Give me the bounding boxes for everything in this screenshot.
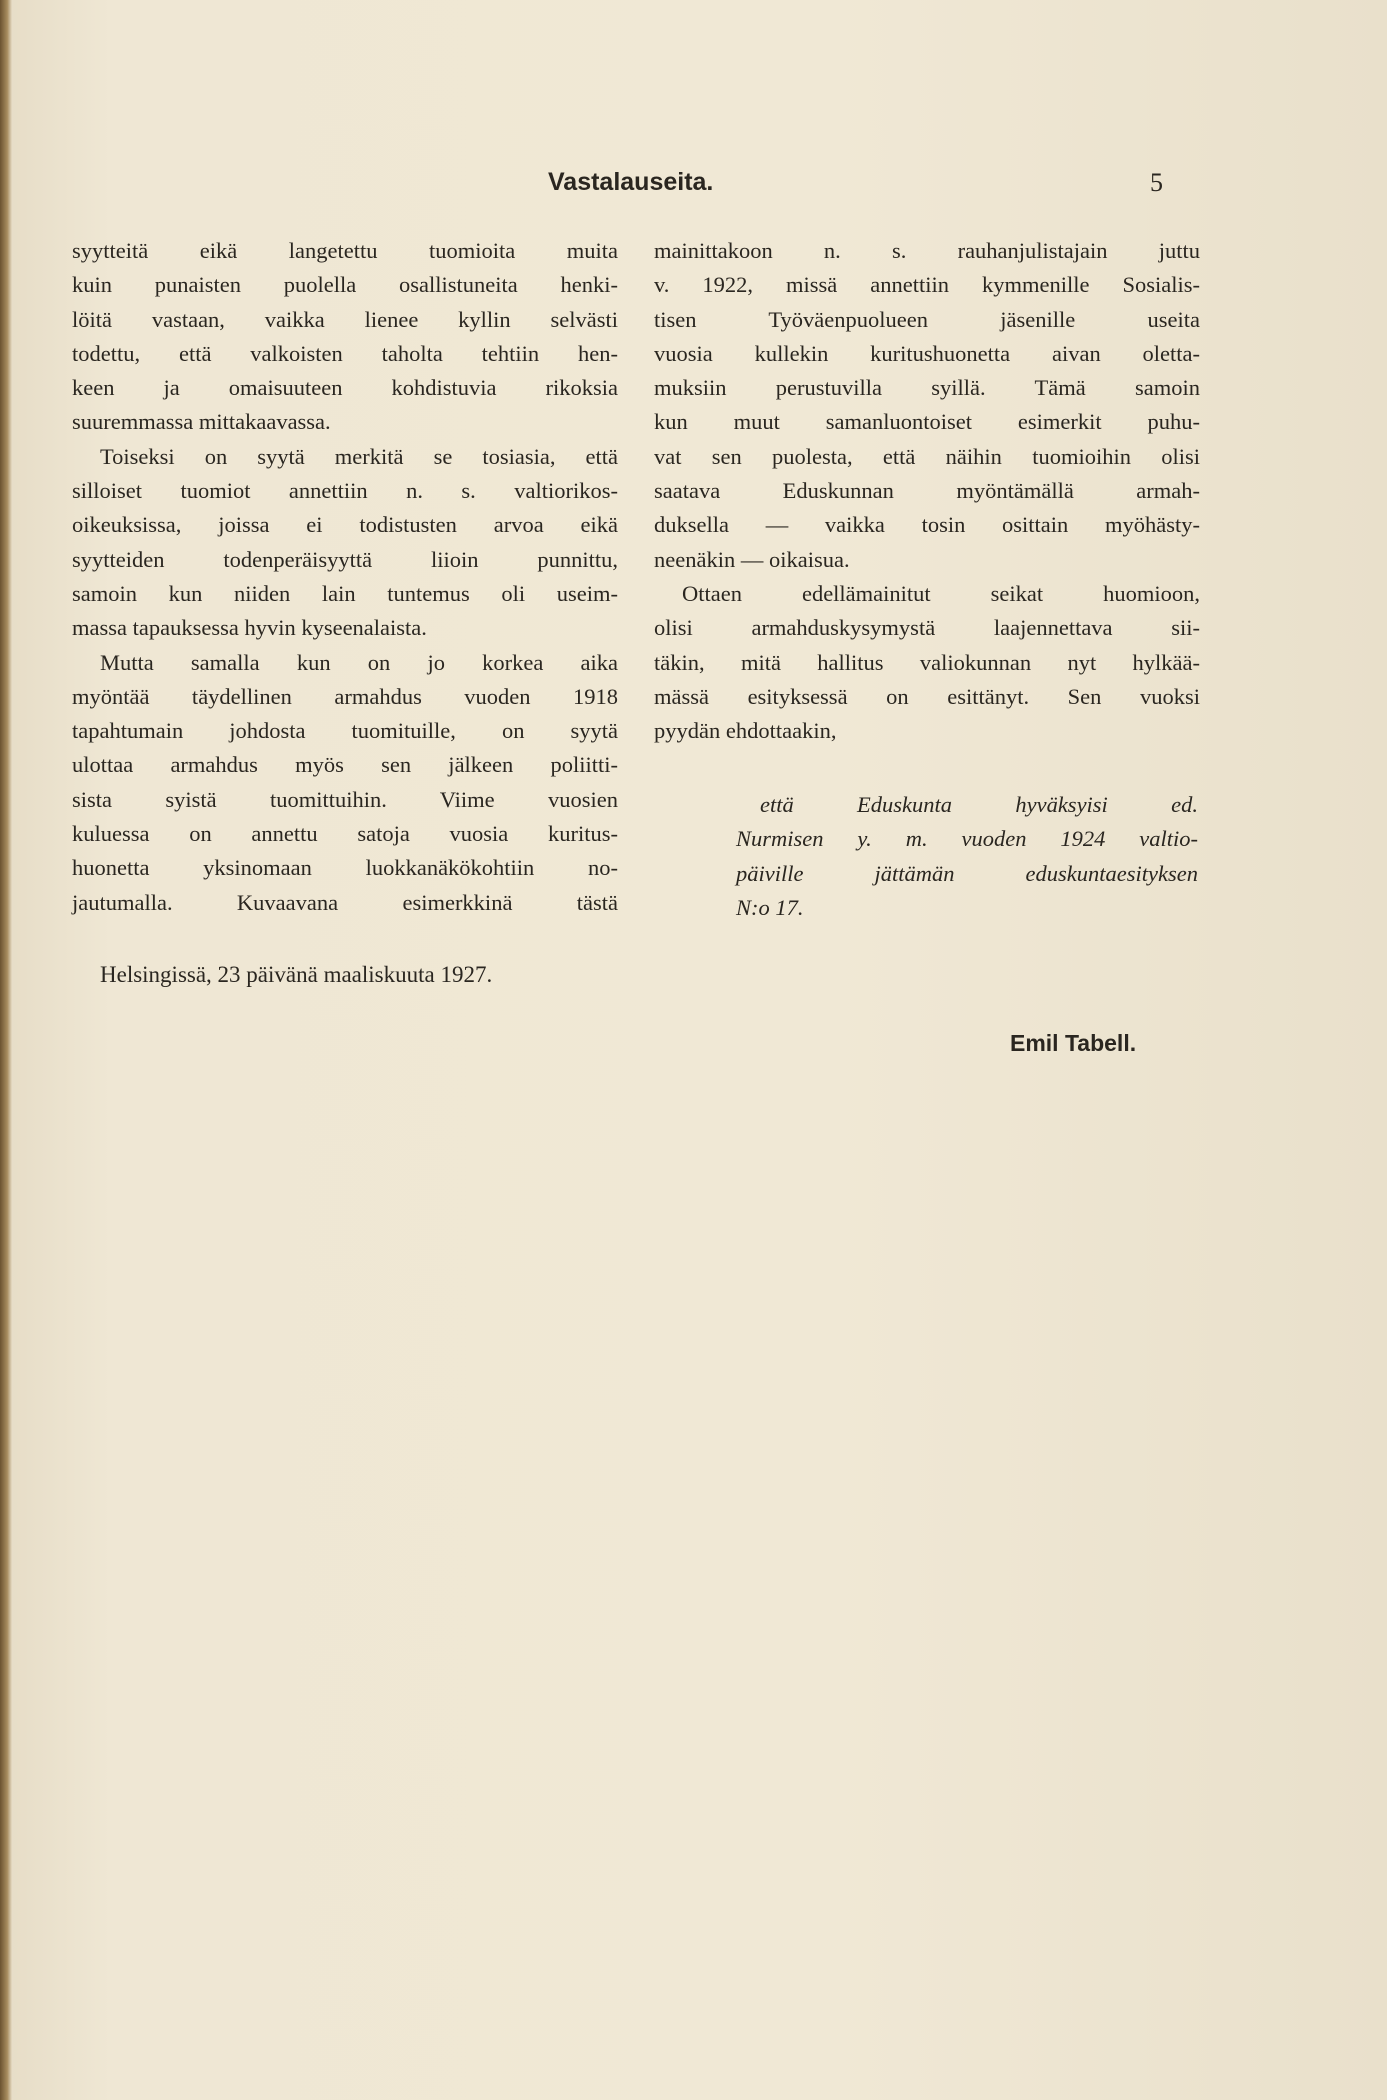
text-line: mässä esityksessä on esittänyt. Sen vuoksi	[654, 683, 1200, 709]
text-line: Mutta samalla kun on jo korkea aika	[100, 649, 618, 675]
text-line: neenäkin — oikaisua.	[654, 546, 850, 572]
text-line: kun muut samanluontoiset esimerkit puhu-	[654, 409, 1200, 435]
page-binding-edge	[0, 0, 12, 2100]
place-and-date: Helsingissä, 23 päivänä maaliskuuta 1927.	[100, 962, 493, 987]
text-line: tapahtumain johdosta tuomituille, on syytä	[72, 718, 618, 744]
text-line: massa tapauksessa hyvin kyseenalaista.	[72, 615, 427, 641]
motion-line: että Eduskunta hyväksyisi ed.	[760, 792, 1198, 817]
text-line: sista syistä tuomittuihin. Viime vuosien	[72, 786, 618, 812]
motion-line: päiville jättämän eduskuntaesityksen	[736, 860, 1198, 886]
text-line: vuosia kullekin kuritushuonetta aivan oletta-	[654, 340, 1200, 366]
motion-proposal	[736, 788, 1198, 925]
text-line: muksiin perustuvilla syillä. Tämä samoin	[654, 375, 1200, 401]
text-line: duksella — vaikka tosin osittain myöhästy-	[654, 512, 1200, 538]
text-line: tisen Työväenpuolueen jäsenille useita	[654, 306, 1200, 332]
text-line: huonetta yksinomaan luokkanäkökohtiin no-	[72, 855, 618, 881]
text-line: silloiset tuomiot annettiin n. s. valtiorikos-	[72, 478, 618, 504]
text-line: saatava Eduskunnan myöntämällä armah-	[654, 478, 1200, 504]
text-line: myöntää täydellinen armahdus vuoden 1918	[72, 683, 618, 709]
text-line: samoin kun niiden lain tuntemus oli useim-	[72, 580, 618, 606]
text-line: oikeuksissa, joissa ei todistusten arvoa eikä	[72, 512, 618, 538]
signature: Emil Tabell.	[1010, 1030, 1137, 1056]
running-title: Vastalauseita.	[548, 168, 714, 196]
text-line: syytteiden todenperäisyyttä liioin punnittu,	[72, 546, 618, 572]
text-line: keen ja omaisuuteen kohdistuvia rikoksia	[72, 375, 618, 401]
text-line: ulottaa armahdus myös sen jälkeen poliitti-	[72, 752, 618, 778]
text-line: suuremmassa mittakaavassa.	[72, 409, 331, 435]
text-line: pyydän ehdottaakin,	[654, 718, 837, 744]
text-line: olisi armahduskysymystä laajennettava sii-	[654, 615, 1200, 641]
page-header	[0, 168, 1387, 208]
motion-line: N:o 17.	[736, 894, 804, 920]
text-line: löitä vastaan, vaikka lienee kyllin selvästi	[72, 306, 618, 332]
text-line: mainittakoon n. s. rauhanjulistajain juttu	[654, 238, 1200, 263]
left-text-column	[72, 234, 618, 920]
text-line: v. 1922, missä annettiin kymmenille Sosialis-	[654, 272, 1200, 298]
text-line: Toiseksi on syytä merkitä se tosiasia, että	[100, 443, 618, 469]
text-line: kuluessa on annettu satoja vuosia kuritus-	[72, 821, 618, 847]
text-line: Ottaen edellämainitut seikat huomioon,	[682, 580, 1200, 606]
text-line: täkin, mitä hallitus valiokunnan nyt hylkää-	[654, 649, 1200, 675]
right-text-column	[654, 234, 1200, 748]
motion-line: Nurmisen y. m. vuoden 1924 valtio-	[736, 826, 1198, 852]
text-line: jautumalla. Kuvaavana esimerkkinä tästä	[72, 889, 618, 915]
page-number: 5	[1150, 168, 1163, 197]
text-line: todettu, että valkoisten taholta tehtiin hen-	[72, 340, 618, 366]
text-line: kuin punaisten puolella osallistuneita henki-	[72, 272, 618, 298]
text-line: syytteitä eikä langetettu tuomioita muita	[72, 238, 618, 263]
text-line: vat sen puolesta, että näihin tuomioihin olisi	[654, 443, 1200, 469]
